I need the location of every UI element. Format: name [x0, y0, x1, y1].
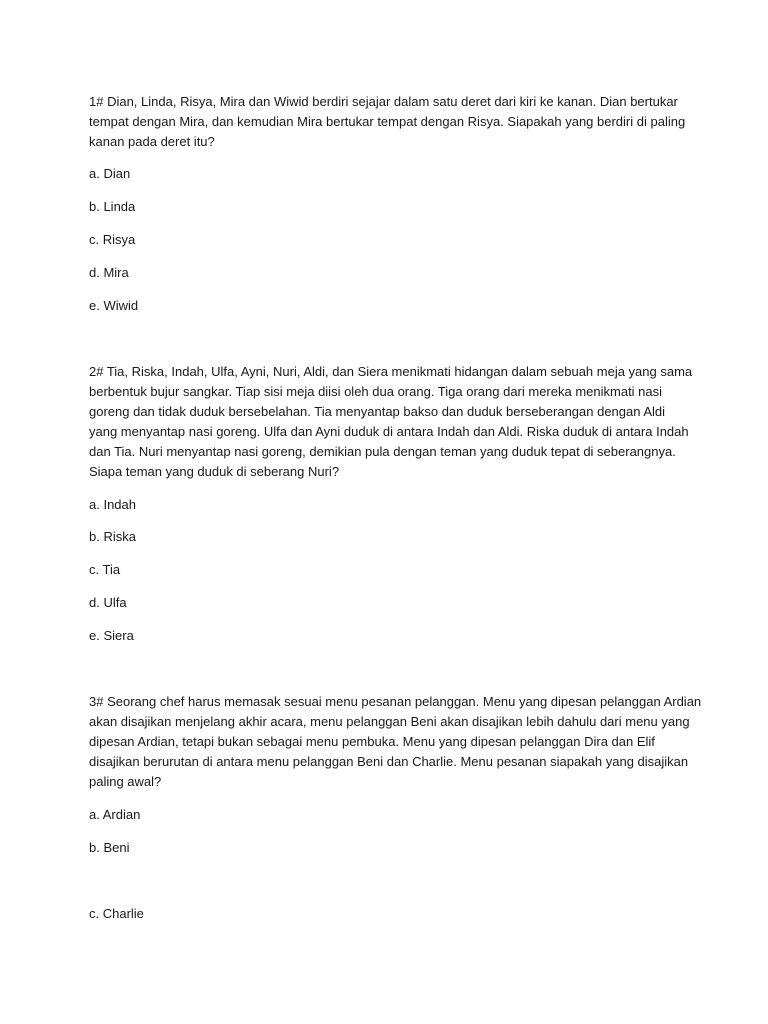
question-2-line-2: berbentuk bujur sangkar. Tiap sisi meja diisi oleh dua orang. Tiga orang dari mereka menikmati nasi [89, 384, 663, 399]
question-2-option-a: a. Indah [89, 497, 136, 512]
question-1-line-1: 1# Dian, Linda, Risya, Mira dan Wiwid berdiri sejajar dalam satu deret dari kiri ke kanan. Dian bertukar [89, 94, 678, 109]
question-2-option-c: c. Tia [89, 562, 121, 577]
question-2-line-4: yang menyantap nasi goreng. Ulfa dan Ayni duduk di antara Indah dan Aldi. Riska duduk di antara Indah [89, 424, 689, 439]
question-3-line-2: akan disajikan menjelang akhir acara, menu pelanggan Beni akan disajikan lebih dahulu dari menu yang [89, 714, 690, 729]
question-2-line-5: dan Tia. Nuri menyantap nasi goreng, demikian pula dengan teman yang duduk tepat di seberangnya. [89, 444, 676, 459]
question-2-option-b: b. Riska [89, 529, 136, 544]
question-1-option-b: b. Linda [89, 199, 136, 214]
question-1-option-e: e. Wiwid [89, 298, 139, 313]
question-1-option-c: c. Risya [89, 232, 136, 247]
question-3-line-5: paling awal? [89, 774, 162, 789]
question-3-option-a: a. Ardian [89, 807, 141, 822]
question-3-line-4: disajikan berurutan di antara menu pelanggan Beni dan Charlie. Menu pesanan siapakah yang disajikan [89, 754, 689, 769]
question-2-text [89, 362, 693, 482]
question-2-line-3: goreng dan tidak duduk bersebelahan. Tia menyantap bakso dan duduk berseberangan dengan Aldi [89, 404, 666, 419]
question-2-option-e: e. Siera [89, 628, 134, 643]
question-3-option-c: c. Charlie [89, 906, 144, 921]
question-1-line-3: kanan pada deret itu? [89, 134, 215, 149]
question-2-line-1: 2# Tia, Riska, Indah, Ulfa, Ayni, Nuri, Aldi, dan Siera menikmati hidangan dalam sebuah meja yang sama [89, 364, 693, 379]
question-1-option-a: a. Dian [89, 166, 131, 181]
question-3-line-3: dipesan Ardian, tetapi bukan sebagai menu pembuka. Menu yang dipesan pelanggan Dira dan Elif [89, 734, 655, 749]
question-3-text [89, 692, 702, 792]
question-3-line-1: 3# Seorang chef harus memasak sesuai menu pesanan pelanggan. Menu yang dipesan pelanggan Ardian [89, 694, 702, 709]
question-2-option-d: d. Ulfa [89, 595, 127, 610]
question-1-text [89, 92, 689, 152]
question-3-option-b: b. Beni [89, 840, 130, 855]
question-1-option-d: d. Mira [89, 265, 129, 280]
question-2-line-6: Siapa teman yang duduk di seberang Nuri? [89, 464, 340, 479]
question-1-line-2: tempat dengan Mira, dan kemudian Mira bertukar tempat dengan Risya. Siapakah yang berdiri di paling [89, 114, 686, 129]
